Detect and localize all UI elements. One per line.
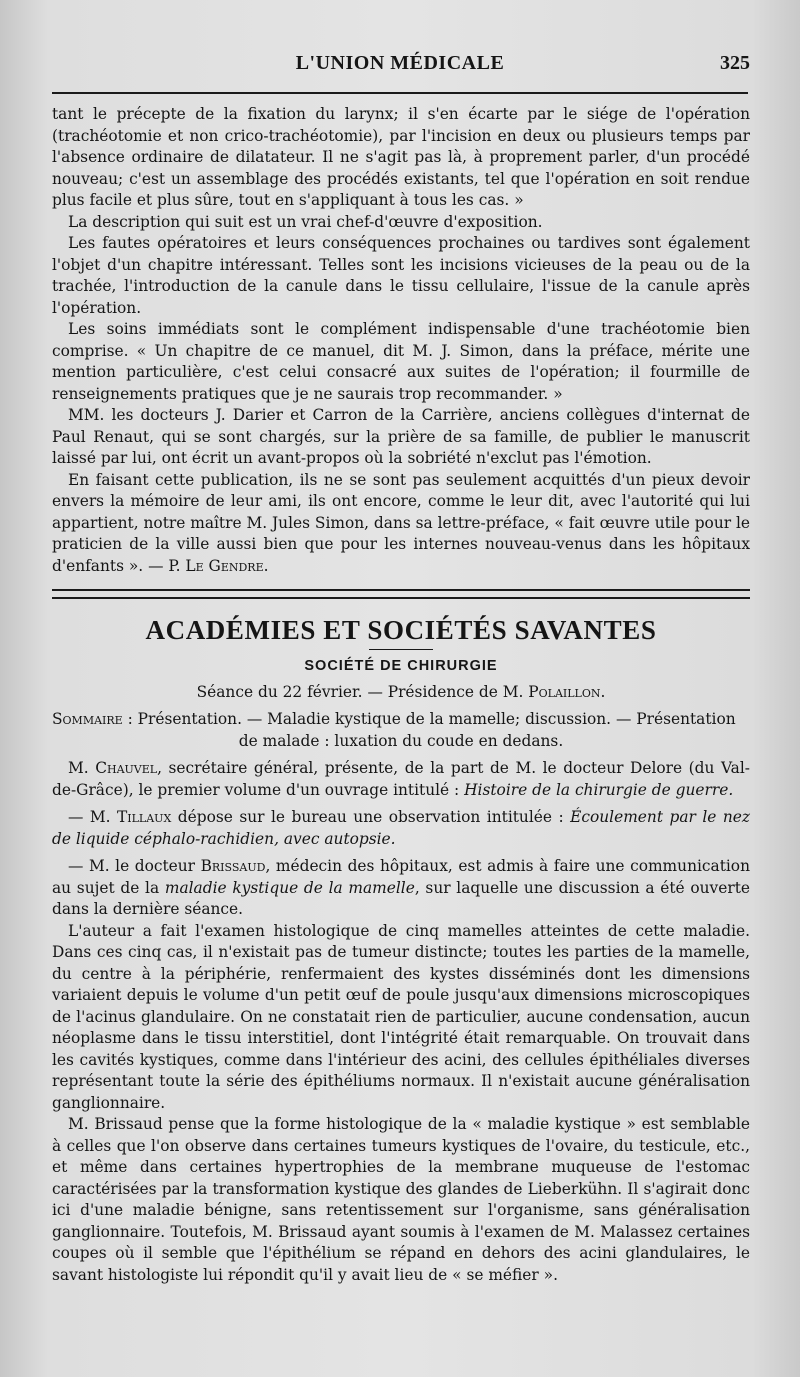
sommaire-line — [52, 709, 750, 731]
page-body — [52, 104, 750, 1286]
heading-rule — [369, 649, 433, 650]
sommaire-text: : Présentation. — Maladie kystique de la mamelle; discussion. — Présentation — [127, 710, 736, 728]
work-title: Histoire de la chirurgie de guerre. — [464, 780, 734, 799]
paragraph-text: , médecin des hôpitaux, est admis à faire une communication au sujet de la — [52, 857, 750, 897]
seance-line — [52, 682, 750, 704]
section-divider — [52, 589, 750, 599]
review-paragraph-text: En faisant cette publication, ils ne se sont pas seulement acquittés d'un pieux devoir envers la mémoire de leur ami, ils ont encore, comme le leur dit, avec l'autorité qui lui appartient, notre maître M. Jules Simon, dans sa lettre-préface, « fait œuvre utile pour le praticien de la ville aussi bien que pour les internes nouveau-venus dans les hôpitaux d'enfants ». — — [52, 470, 751, 575]
running-title: L'UNION MÉDICALE — [295, 52, 505, 74]
report-paragraph — [52, 807, 750, 850]
work-title: maladie kystique de la mamelle — [164, 878, 415, 897]
speaker-name: Chauvel — [95, 759, 158, 777]
speaker-name: Tillaux — [117, 808, 172, 826]
review-paragraph — [52, 470, 750, 578]
review-paragraph: MM. les docteurs J. Darier et Carron de la Carrière, anciens collègues d'internat de Paul Renaut, qui se sont chargés, sur la prière de sa famille, de publier le manuscrit laissé par lui, ont écrit un avant-propos où la sobriété n'exclut pas l'émotion. — [52, 406, 750, 467]
prefix: M. — [68, 759, 89, 777]
seance-text: Séance du 22 février. — Présidence de M. — [196, 682, 524, 701]
report-paragraph: L'auteur a fait l'examen histologique de cinq mamelles atteintes de cette maladie. Dans ces cinq cas, il n'existait pas de tumeur distincte; toutes les parties de la mamelle, du centre à la périphérie, renfermaient des kystes disséminés dont les dimensions variaient depuis le volume d'un petit œuf de poule jusqu'aux dimensions microscopiques de l'acinus glandulaire. On ne constatait rien de particulier, aucune condensation, aucun néoplasme dans le tissu interstitiel, dont l'intégrité était remarquable. On trouvait dans les cavités kystiques, comme dans l'intérieur des acini, des cellules épithéliales diverses représentant toute la série des épithéliums normaux. Il n'existait aucune généralisation ganglionnaire. — [52, 921, 750, 1112]
speaker-name: Brissaud — [200, 857, 266, 875]
sommaire-label: Sommaire — [52, 710, 123, 728]
report-paragraph — [52, 856, 750, 921]
review-signature: P. Le Gendre. — [168, 556, 269, 575]
paragraph-text: , secrétaire général, présente, de la part de M. le docteur Delore (du Val-de-Grâce), le premier volume d'un ouvrage intitulé : — [52, 759, 750, 799]
report-paragraph — [52, 758, 750, 801]
work-title: Écoulement par le nez de liquide céphalo-rachidien, avec autopsie. — [52, 808, 750, 848]
review-paragraph: tant le précepte de la fixation du larynx; il s'en écarte par le siége de l'opération (trachéotomie et non crico-trachéotomie), par l'incision en deux ou plusieurs temps par l'absence ordinaire de dilatateur. Il ne s'agit pas là, à proprement parler, d'un procédé nouveau; c'est un assemblage des procédés existants, tel que l'opération en soit rendue plus facile et plus sûre, tout en s'appliquant à tous les cas. » — [52, 105, 750, 209]
review-article — [52, 104, 750, 577]
review-paragraph: La description qui suit est un vrai chef-d'œuvre d'exposition. — [68, 212, 543, 231]
sommaire — [52, 709, 750, 752]
review-paragraph: Les fautes opératoires et leurs conséquences prochaines ou tardives sont également l'objet d'un chapitre intéressant. Telles sont les incisions vicieuses de la peau ou de la trachée, l'introduction de la canule dans le tissu cellulaire, l'issue de la canule après l'opération. — [52, 234, 750, 317]
society-title: SOCIÉTÉ DE CHIRURGIE — [304, 658, 498, 674]
review-paragraph: Les soins immédiats sont le complément indispensable d'une trachéotomie bien comprise. « Un chapitre de ce manuel, dit M. J. Simon, dans la préface, mérite une mention particulière, c'est celui consacré aux suites de l'opération; il fourmille de renseignements pratiques que je ne saurais trop recommander. » — [52, 320, 750, 403]
report-paragraph: M. Brissaud pense que la forme histologique de la « maladie kystique » est semblable à celles que l'on observe dans certaines tumeurs kystiques de l'ovaire, du testicule, etc., et même dans certaines hypertrophies de la membrane muqueuse de l'estomac caractérisées par la transformation kystique des glandes de Lieberkühn. Il s'agirait donc ici d'une maladie bénigne, sans retentissement sur l'organisme, sans généralisation ganglionnaire. Toutefois, M. Brissaud ayant soumis à l'examen de M. Malassez certaines coupes où il semble que l'épithélium se répand en dehors des acini glandulaires, le savant histologiste lui répondit qu'il y avait lieu de « se méfier ». — [52, 1115, 750, 1284]
header-rule — [52, 92, 748, 94]
paragraph-text: dépose sur le bureau une observation intitulée : — [177, 808, 564, 826]
page-header — [50, 52, 750, 82]
session-report — [52, 758, 750, 1286]
page-number: 325 — [720, 52, 750, 74]
paragraph-text: , sur laquelle une discussion a été ouverte dans la dernière séance. — [52, 878, 750, 918]
president-name: Polaillon. — [528, 682, 606, 701]
section-heading: ACADÉMIES ET SOCIÉTÉS SAVANTES — [145, 615, 657, 645]
prefix: — M. le docteur — [68, 857, 196, 875]
prefix: — M. — [68, 808, 111, 826]
sommaire-line: de malade : luxation du coude en dedans. — [238, 731, 564, 750]
